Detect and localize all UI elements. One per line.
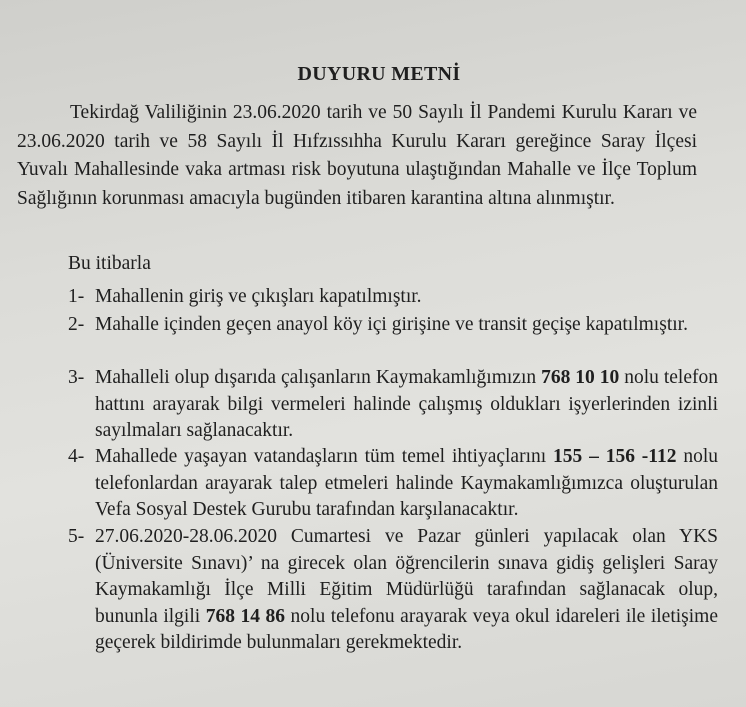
intro-paragraph: Tekirdağ Valiliğinin 23.06.2020 tarih ve 50 Sayılı İl Pandemi Kurulu Kararı ve 23.06.2020 tarih ve 58 Sayılı İl Hıfzıssıhha Kurulu Kararı gereğince Saray İlçesi Yuvalı Mahallesinde vaka artması risk boyutuna ulaştığından Mahalle ve İlçe Toplum Sağlığının korunması amacıyla bugünden itibaren karantina altına alınmıştır. xyxy=(17,102,697,209)
phone-number: 768 14 86 xyxy=(205,605,286,627)
phone-number: 768 10 10 xyxy=(541,367,620,388)
list-item-text xyxy=(95,365,718,445)
list-item-text-part: nolu telefon hattını arayarak bilgi vermeleri halinde çalışmış oldukları işyerlerinden izinli sayılmaları sağlanacaktır. xyxy=(95,367,718,441)
list-item-text-part: nolu telefonlardan arayarak talep etmeleri halinde Kaymakamlığımızca oluşturulan Vefa Sosyal Destek Gurubu tarafından karşılanacaktır. xyxy=(95,446,719,520)
list-item-text-part: Mahallenin giriş ve çıkışları kapatılmıştır. xyxy=(95,286,422,307)
list-item-number: 5- xyxy=(68,526,85,547)
list-item-text xyxy=(95,444,718,524)
list-item-text xyxy=(95,284,718,311)
list-item-number: 4- xyxy=(68,446,85,467)
list-item xyxy=(68,284,718,311)
list-item-number: 2- xyxy=(68,314,85,335)
list-item-text-part: 27.06.2020-28.06.2020 Cumartesi ve Pazar günleri yapılacak olan YKS (Üniversite Sınavı)’ na girecek olan öğrencilerin sınava gidiş gelişleri Saray Kaymakamlığı İlçe Milli Eğitim Müdürlüğü tarafından sağlanacak olup, bununla ilgili xyxy=(95,526,718,627)
list-item xyxy=(68,524,718,657)
list-item-text xyxy=(95,312,718,339)
list-item xyxy=(68,444,718,524)
list-item-text-part: Mahalle içinden geçen anayol köy içi girişine ve transit geçişe kapatılmıştır. xyxy=(95,314,688,335)
list-item-number: 1- xyxy=(68,286,85,307)
list-item-number: 3- xyxy=(68,367,85,388)
list-item-text-part: Mahallede yaşayan vatandaşların tüm temel ihtiyaçlarını xyxy=(95,446,554,467)
phone-numbers: 155 – 156 -112 xyxy=(553,446,677,467)
list-item xyxy=(68,365,718,445)
list-item xyxy=(68,312,718,339)
list-item-text-part: nolu telefonu arayarak veya okul idareleri ile iletişime geçerek bildirimde bulunmaları gerekmektedir. xyxy=(95,605,718,653)
lead-text: Bu itibarla xyxy=(68,253,151,274)
list-item-text xyxy=(95,524,718,657)
document-title: DUYURU METNİ xyxy=(297,63,461,85)
list-item-text-part: Mahalleli olup dışarıda çalışanların Kaymakamlığımızın xyxy=(95,367,542,388)
